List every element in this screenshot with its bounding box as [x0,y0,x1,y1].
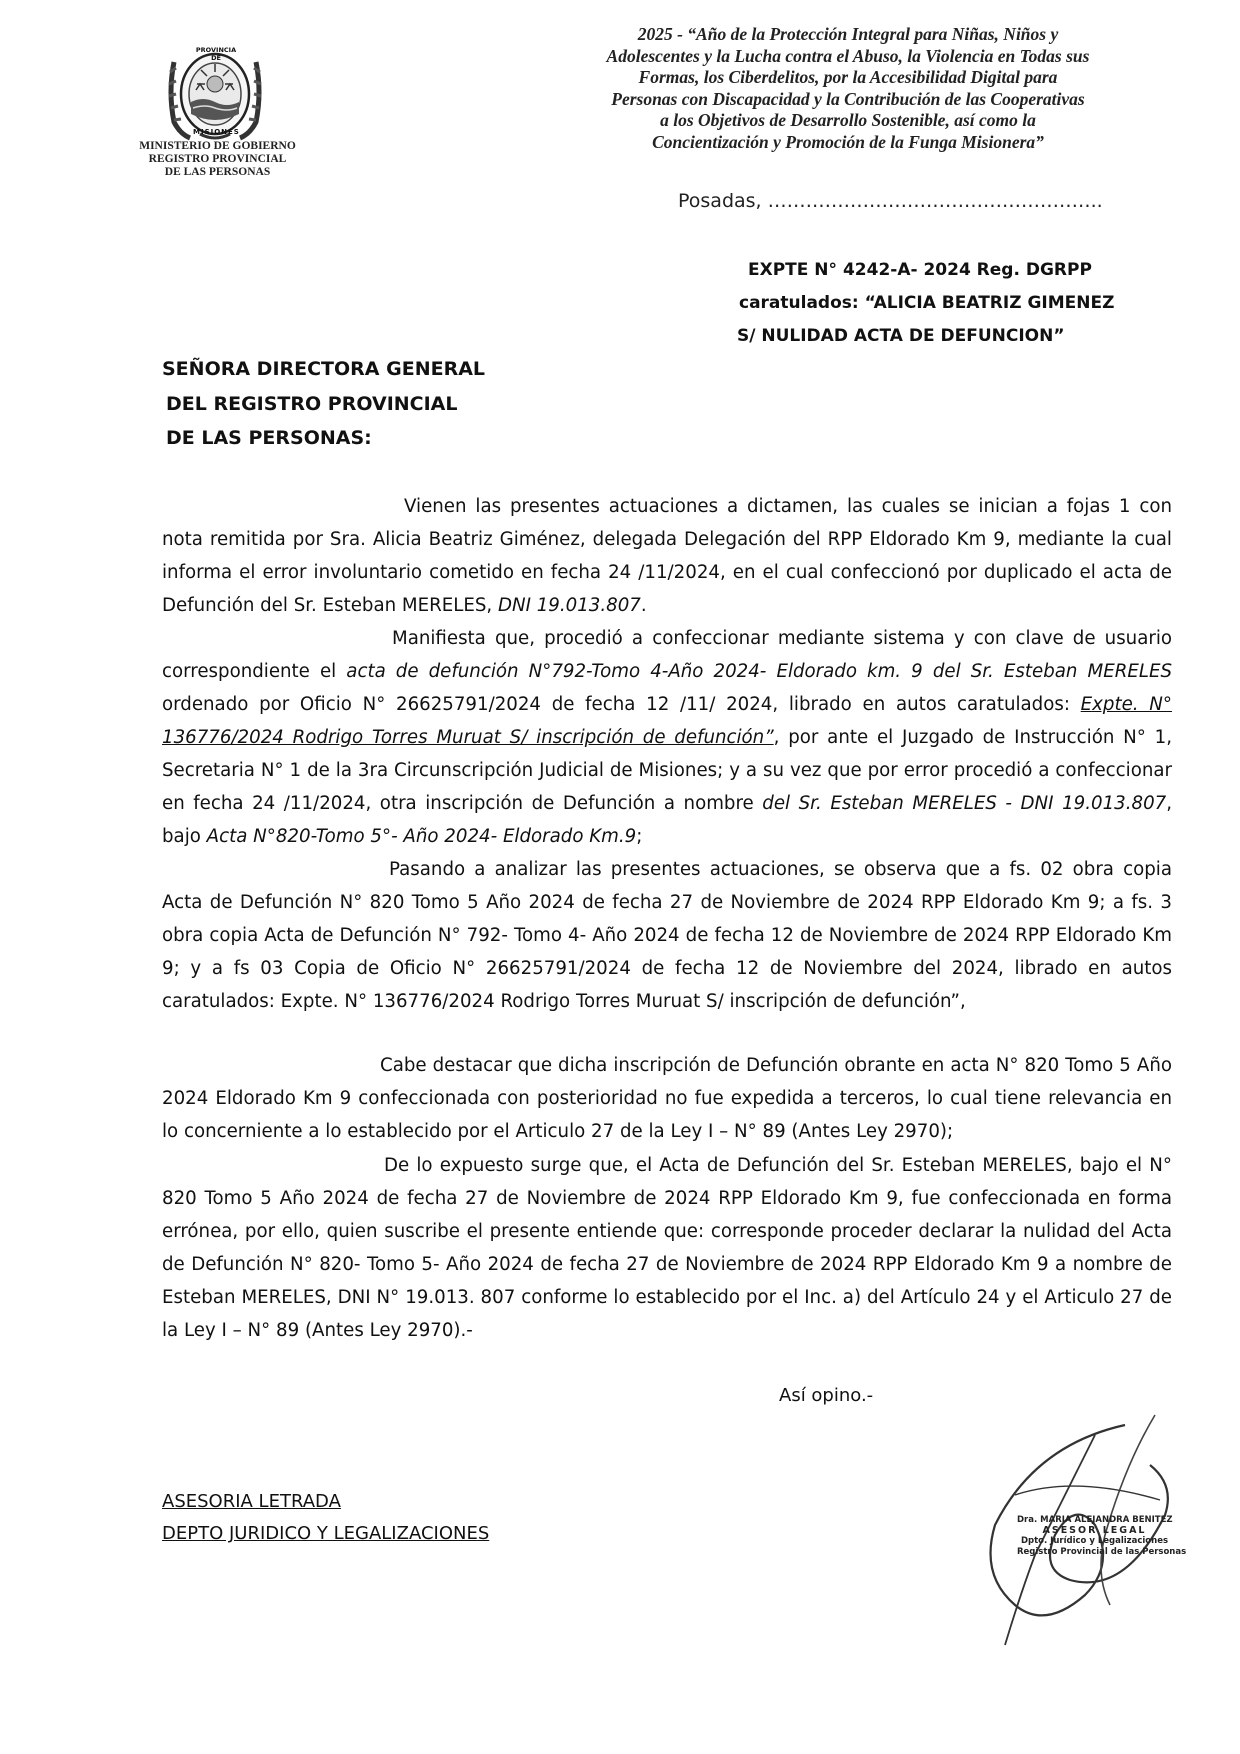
paragraph-5 [162,1149,1172,1347]
case-number: EXPTE N° 4242-A- 2024 Reg. DGRPP [748,260,1092,280]
stamp-department: Dpto. Jurídico y Legalizaciones [1020,1536,1169,1546]
p2-acta-reference: acta de defunción N°792-Tomo 4-Año 2024- Eldorado km. 9 del Sr. Esteban MERELES [346,661,1173,682]
ministry-header [125,140,310,179]
paragraph-3 [162,853,1172,1018]
closing-opinion: Así opino.- [779,1385,874,1406]
case-title-line2: S/ NULIDAD ACTA DE DEFUNCION” [737,326,1065,346]
p2-acta-820: Acta N°820-Tomo 5°- Año 2024- Eldorado Km.9 [206,826,637,847]
motto-line: a los Objetivos de Desarrollo Sostenible, así como la [660,110,1036,130]
motto-line: Concientización y Promoción de la Funga Misionera” [652,131,1044,152]
crest-text-top: PROVINCIA DE [195,46,237,62]
p2-text3: , por ante el Juzgado de Instrucción N° 1, Secretaria N° 1 de la 3ra Circunscripción Judicial de Misiones; y a su vez que por error procedió a confeccionar en fecha 24 /11/2024, otra inscripción de Defunción a nombre [162,727,1173,814]
stamp-name: Dra. MARIA ALEJANDRA BENITEZ [1017,1515,1173,1525]
stamp-institution: Registro Provincial de las Personas [1017,1546,1187,1557]
paragraph-2 [162,622,1172,853]
crest-text-bottom: MISIONES [193,128,240,136]
p2-person-reference: del Sr. Esteban MERELES - DNI 19.013.807 [762,793,1167,814]
p5-text: De lo expuesto surge que, el Acta de Defunción del Sr. Esteban MERELES, bajo el N° 820 Tomo 5 Año 2024 de fecha 27 de Noviembre de 2024 RPP Eldorado Km 9, fue confeccionada en forma errónea, por ello, quien suscribe el presente entiende que: corresponde proceder declarar la nulidad del Acta de Defunción N° 820- Tomo 5- Año 2024 de fecha 27 de Noviembre de 2024 RPP Eldorado Km 9 a nombre de Esteban MERELES, DNI N° 19.013. 807 conforme lo establecido por el Inc. a) del Artículo 24 y el Articulo 27 de la Ley I – N° 89 (Antes Ley 2970).- [162,1155,1172,1341]
motto-line: Personas con Discapacidad y la Contribución de las Cooperativas [611,88,1085,109]
p4-text: Cabe destacar que dicha inscripción de Defunción obrante en acta N° 820 Tomo 5 Año 2024 Eldorado Km 9 confeccionada con posterioridad no fue expedida a terceros, lo cual tiene relevancia en lo concerniente a lo establecido por el Articulo 27 de la Ley I – N° 89 (Antes Ley 2970); [162,1055,1172,1142]
p1-end: . [640,595,647,616]
ministry-line: DE LAS PERSONAS [164,166,271,178]
place-date: Posadas, …………………………………………….. [678,190,1103,212]
addressee-line3: DE LAS PERSONAS: [166,427,372,449]
p3-text: Pasando a analizar las presentes actuaciones, se observa que a fs. 02 obra copia Acta de Defunción N° 820 Tomo 5 Año 2024 de fecha 27 de Noviembre de 2024 RPP Eldorado Km 9; a fs. 3 obra copia Acta de Defunción N° 792- Tomo 4- Año 2024 de fecha 12 de Noviembre de 2024 RPP Eldorado Km 9; y a fs 03 Copia de Oficio N° 26625791/2024 de fecha 12 de Noviembre del 2024, librado en autos caratulados: Expte. N° 136776/2024 Rodrigo Torres Muruat S/ inscripción de defunción”, [162,859,1172,1012]
motto-line: Adolescentes y la Lucha contra el Abuso, la Violencia en Todas sus [606,45,1090,66]
ministry-line: MINISTERIO DE GOBIERNO [139,140,296,152]
p2-text4: , bajo [162,793,1173,847]
p2-text1: Manifiesta que, procedió a confeccionar mediante sistema y con clave de usuario correspondiente el [162,628,1172,682]
signature-stamp [1017,1515,1187,1557]
year-motto [548,24,1148,153]
motto-line: 2025 - “Año de la Protección Integral para Niñas, Niños y [637,24,1059,44]
p1-text: Vienen las presentes actuaciones a dictamen, las cuales se inician a fojas 1 con nota remitida por Sra. Alicia Beatriz Giménez, delegada Delegación del RPP Eldorado Km 9, mediante la cual informa el error involuntario cometido en fecha 24 /11/2024, en el cual confeccionó por duplicado el acta de Defunción del Sr. Esteban MERELES, [162,496,1172,616]
office-name: ASESORIA LETRADA [162,1491,341,1512]
stamp-role: ASESOR LEGAL [1042,1524,1147,1536]
case-title-line1: caratulados: “ALICIA BEATRIZ GIMENEZ [739,293,1115,313]
p2-expte-reference: Expte. N° 136776/2024 Rodrigo Torres Muruat S/ inscripción de defunción” [162,694,1172,748]
addressee-line2: DEL REGISTRO PROVINCIAL [166,393,458,415]
motto-line: Formas, los Ciberdelitos, por la Accesibilidad Digital para [638,67,1058,87]
p2-text2: ordenado por Oficio N° 26625791/2024 de fecha 12 /11/ 2024, librado en autos caratulados: [162,694,1081,715]
paragraph-1 [162,490,1172,622]
paragraph-4 [162,1049,1172,1148]
addressee-line1: SEÑORA DIRECTORA GENERAL [162,358,486,380]
ministry-line: REGISTRO PROVINCIAL [148,153,287,165]
p2-text5: ; [636,826,643,847]
department-name: DEPTO JURIDICO Y LEGALIZACIONES [162,1523,490,1544]
p1-dni: DNI 19.013.807 [497,595,641,616]
